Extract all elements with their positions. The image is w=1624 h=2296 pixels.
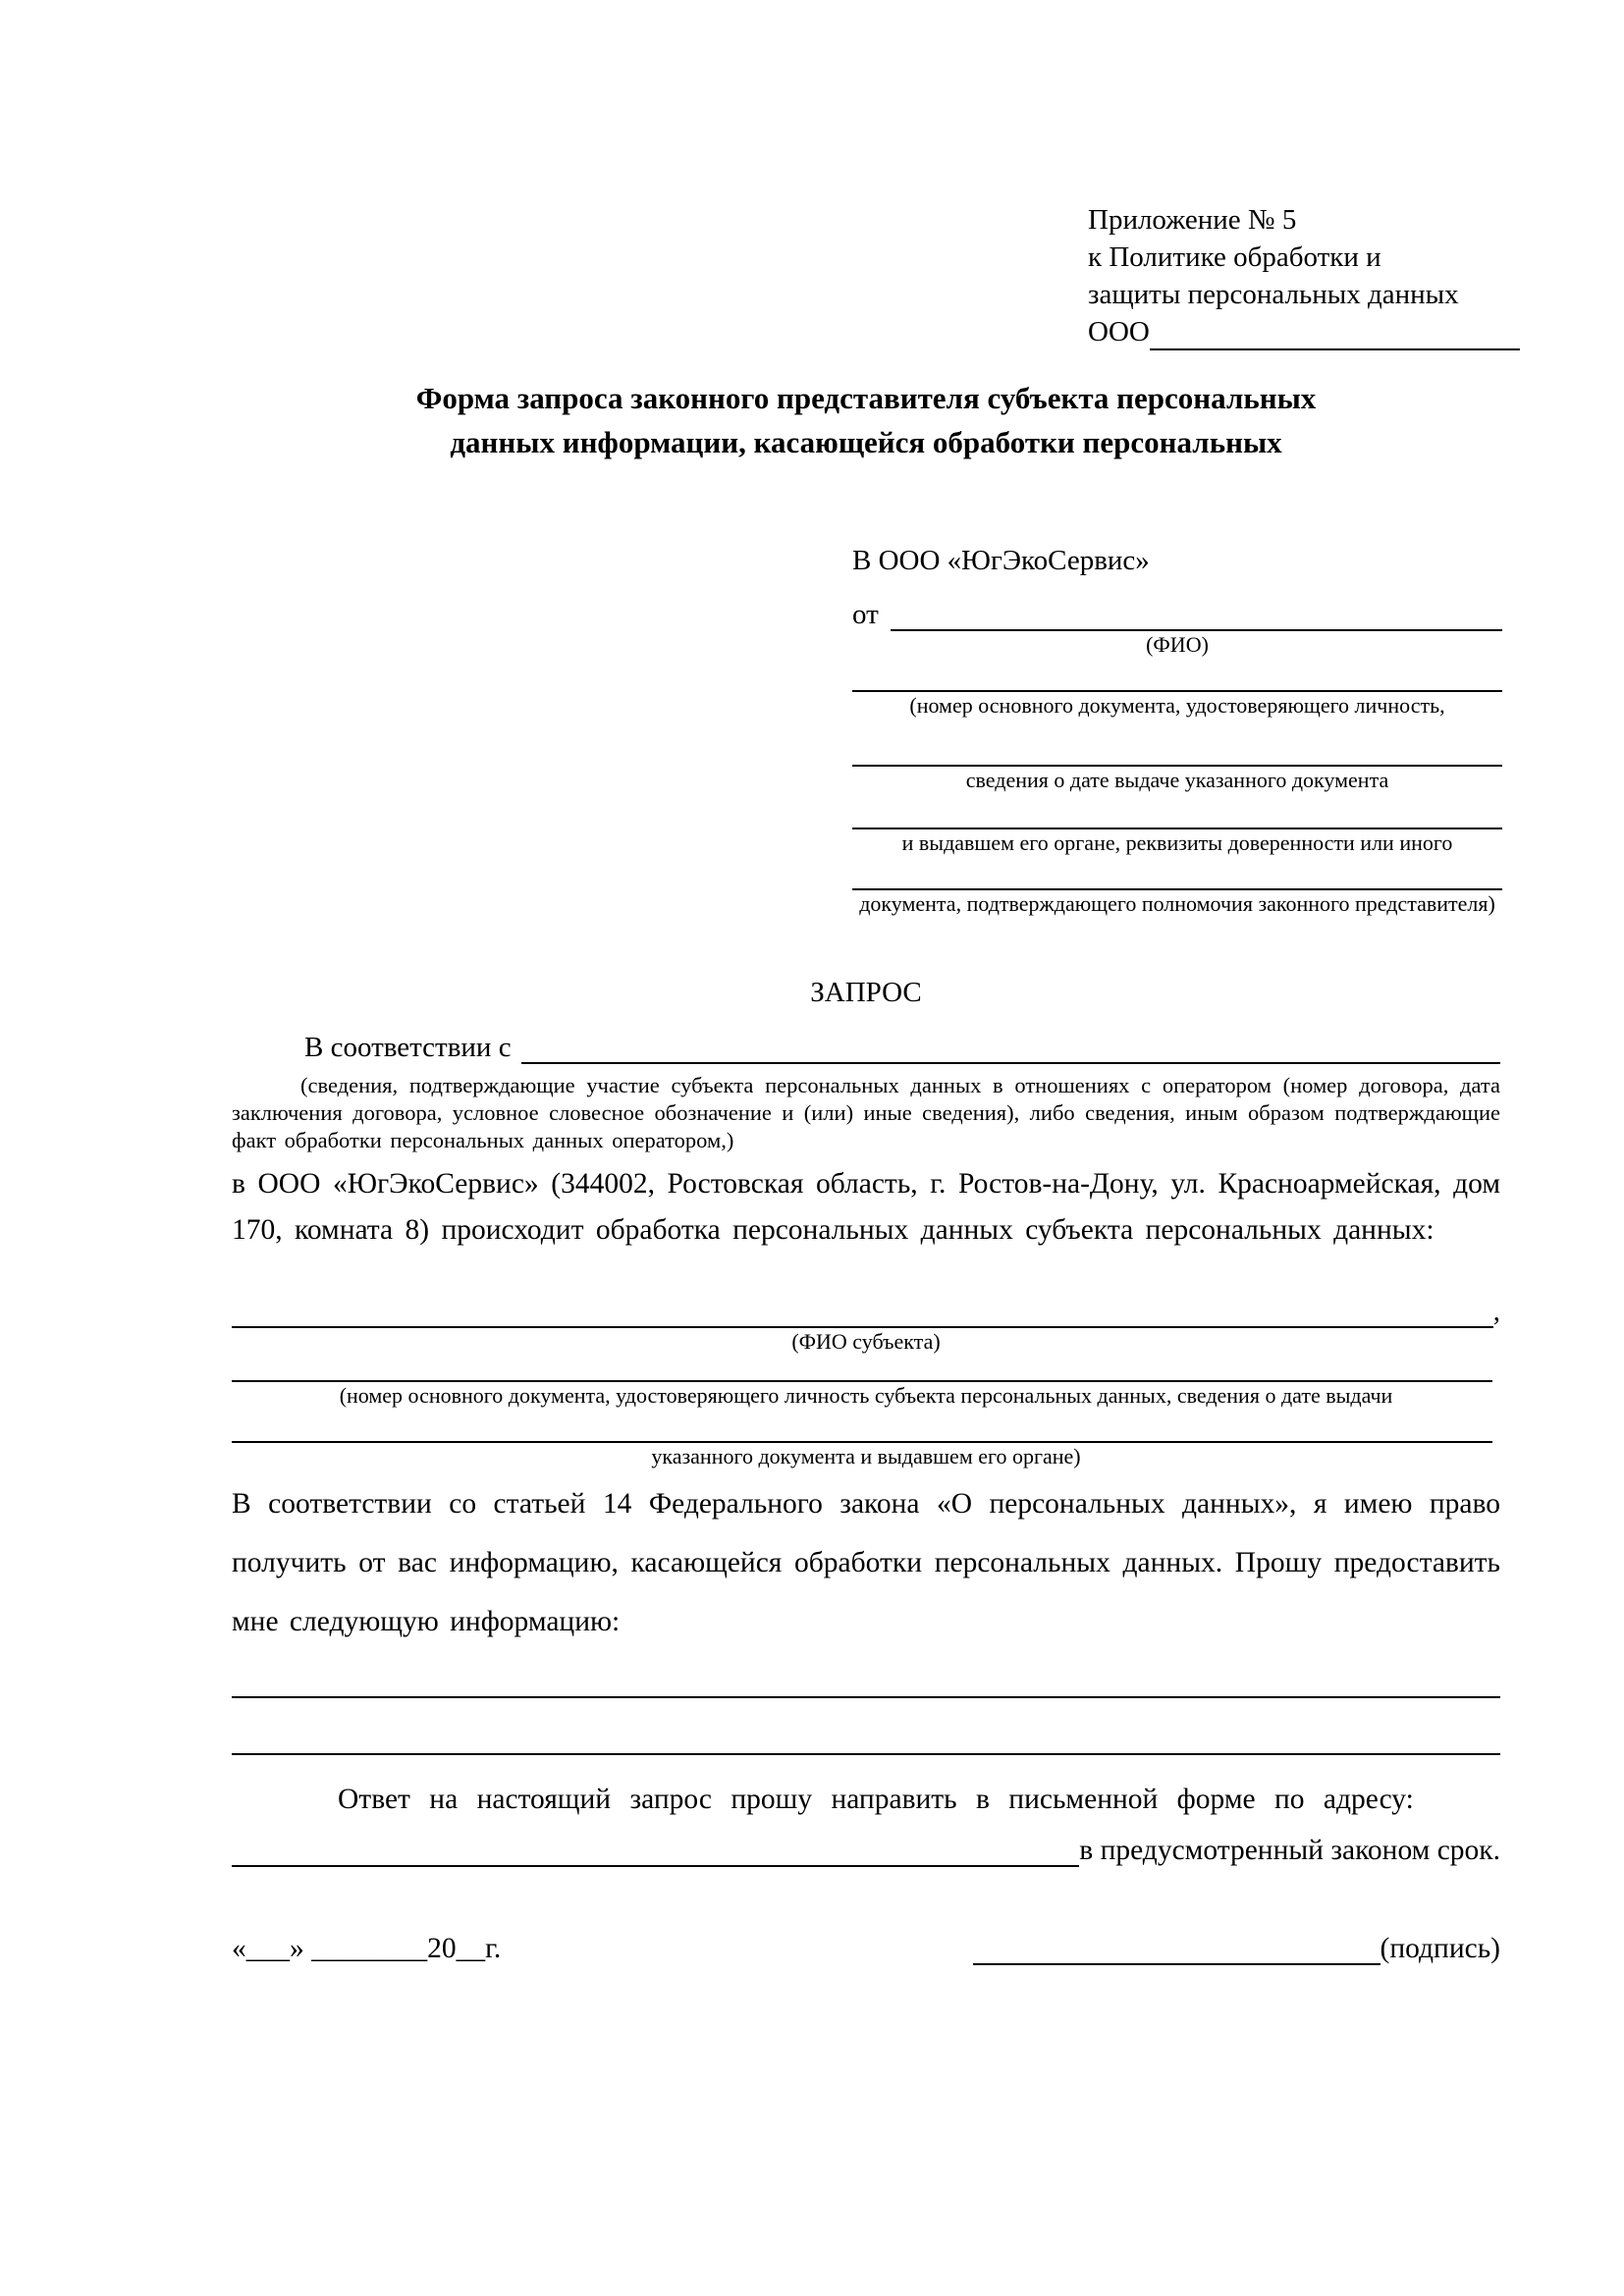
appendix-ooo-line — [1088, 313, 1520, 350]
request-heading: ЗАПРОС — [810, 977, 922, 1008]
answer-address-row — [232, 1823, 1500, 1867]
subject-doc-blank-line-1 — [232, 1356, 1492, 1382]
ooo-label: ООО — [1088, 316, 1150, 347]
date-line: «___» ________20__г. — [232, 1933, 502, 1964]
accordance-prefix: В соответствии с — [304, 1032, 512, 1063]
doc-date-caption: сведения о дате выдаче указанного документа — [965, 768, 1389, 792]
doc-number-caption: (номер основного документа, удостоверяющего личность, — [909, 693, 1445, 718]
appendix-line-2: к Политике обработки и — [1088, 241, 1381, 273]
signature-group — [973, 1932, 1500, 1965]
accordance-fine-print: (сведения, подтверждающие участие субъекта персональных данных в отношениях с оператором (номер договора, дата заключения договора, условное словесное обозначение и (или) иные сведения), либо сведения, иным образом подтверждающие факт обработки персональных данных оператором,) — [232, 1073, 1500, 1152]
from-label: от — [852, 599, 879, 630]
accordance-row — [232, 1031, 1500, 1064]
subject-fio-blank-line — [232, 1304, 1493, 1328]
appendix-line-1: Приложение № 5 — [1088, 204, 1297, 236]
operator-paragraph: в ООО «ЮгЭкоСервис» (344002, Ростовская область, г. Ростов-на-Дону, ул. Красноармейская, дом 170, комната 8) происходит обработка персональных данных субъекта персональных данных: — [232, 1168, 1500, 1246]
subject-doc-caption-1: (номер основного документа, удостоверяющего личность субъекта персональных данных, сведения о дате выдачи — [339, 1383, 1393, 1408]
document-title-line-2: данных информации, касающейся обработки персональных — [450, 425, 1282, 459]
footer-row — [232, 1932, 1500, 1965]
accordance-blank-line — [521, 1032, 1500, 1064]
fio-caption: (ФИО) — [1146, 632, 1209, 657]
doc-power-blank-line — [852, 857, 1502, 890]
doc-date-blank-line — [852, 720, 1502, 767]
doc-authority-blank-line — [852, 794, 1502, 829]
subject-doc-blank-line-2 — [232, 1410, 1492, 1443]
doc-authority-caption: и выдавшем его органе, реквизиты доверенности или иного — [901, 830, 1453, 855]
info-blank-lines — [232, 1669, 1500, 1755]
address-blank-line — [232, 1823, 1079, 1867]
addressee-block — [852, 542, 1502, 918]
subject-fio-caption: (ФИО субъекта) — [791, 1329, 941, 1354]
ooo-blank-line — [1150, 321, 1520, 350]
doc-power-caption: документа, подтверждающего полномочия законного представителя) — [859, 891, 1495, 916]
article14-paragraph: В соответствии со статьей 14 Федерального закона «О персональных данных», я имею право получить от вас информацию, касающейся обработки персональных данных. Прошу предоставить мне следующую информацию: — [232, 1488, 1500, 1637]
addressee-from-row — [852, 599, 1502, 631]
trailing-comma: , — [1492, 1296, 1500, 1327]
subject-block — [232, 1296, 1500, 1470]
addressee-to: В ООО «ЮгЭкоСервис» — [852, 545, 1150, 576]
appendix-line-3: защиты персональных данных — [1088, 279, 1459, 310]
answer-block — [232, 1777, 1500, 1867]
document-title — [232, 376, 1500, 464]
info-blank-line-2 — [232, 1698, 1500, 1755]
answer-paragraph: Ответ на настоящий запрос прошу направить в письменной форме по адресу: — [338, 1784, 1414, 1815]
appendix-block — [1088, 201, 1520, 350]
subject-doc-caption-2: указанного документа и выдавшем его органе) — [651, 1444, 1081, 1468]
signature-caption: (подпись) — [1380, 1933, 1500, 1964]
document-title-line-1: Форма запроса законного представителя субъекта персональных — [415, 381, 1317, 415]
subject-fio-row — [232, 1296, 1500, 1328]
info-blank-line-1 — [232, 1669, 1500, 1698]
signature-blank-line — [973, 1932, 1380, 1965]
doc-number-blank-line — [852, 659, 1502, 692]
answer-suffix: в предусмотренный законом срок. — [1079, 1835, 1500, 1866]
from-name-blank-line — [891, 599, 1502, 631]
